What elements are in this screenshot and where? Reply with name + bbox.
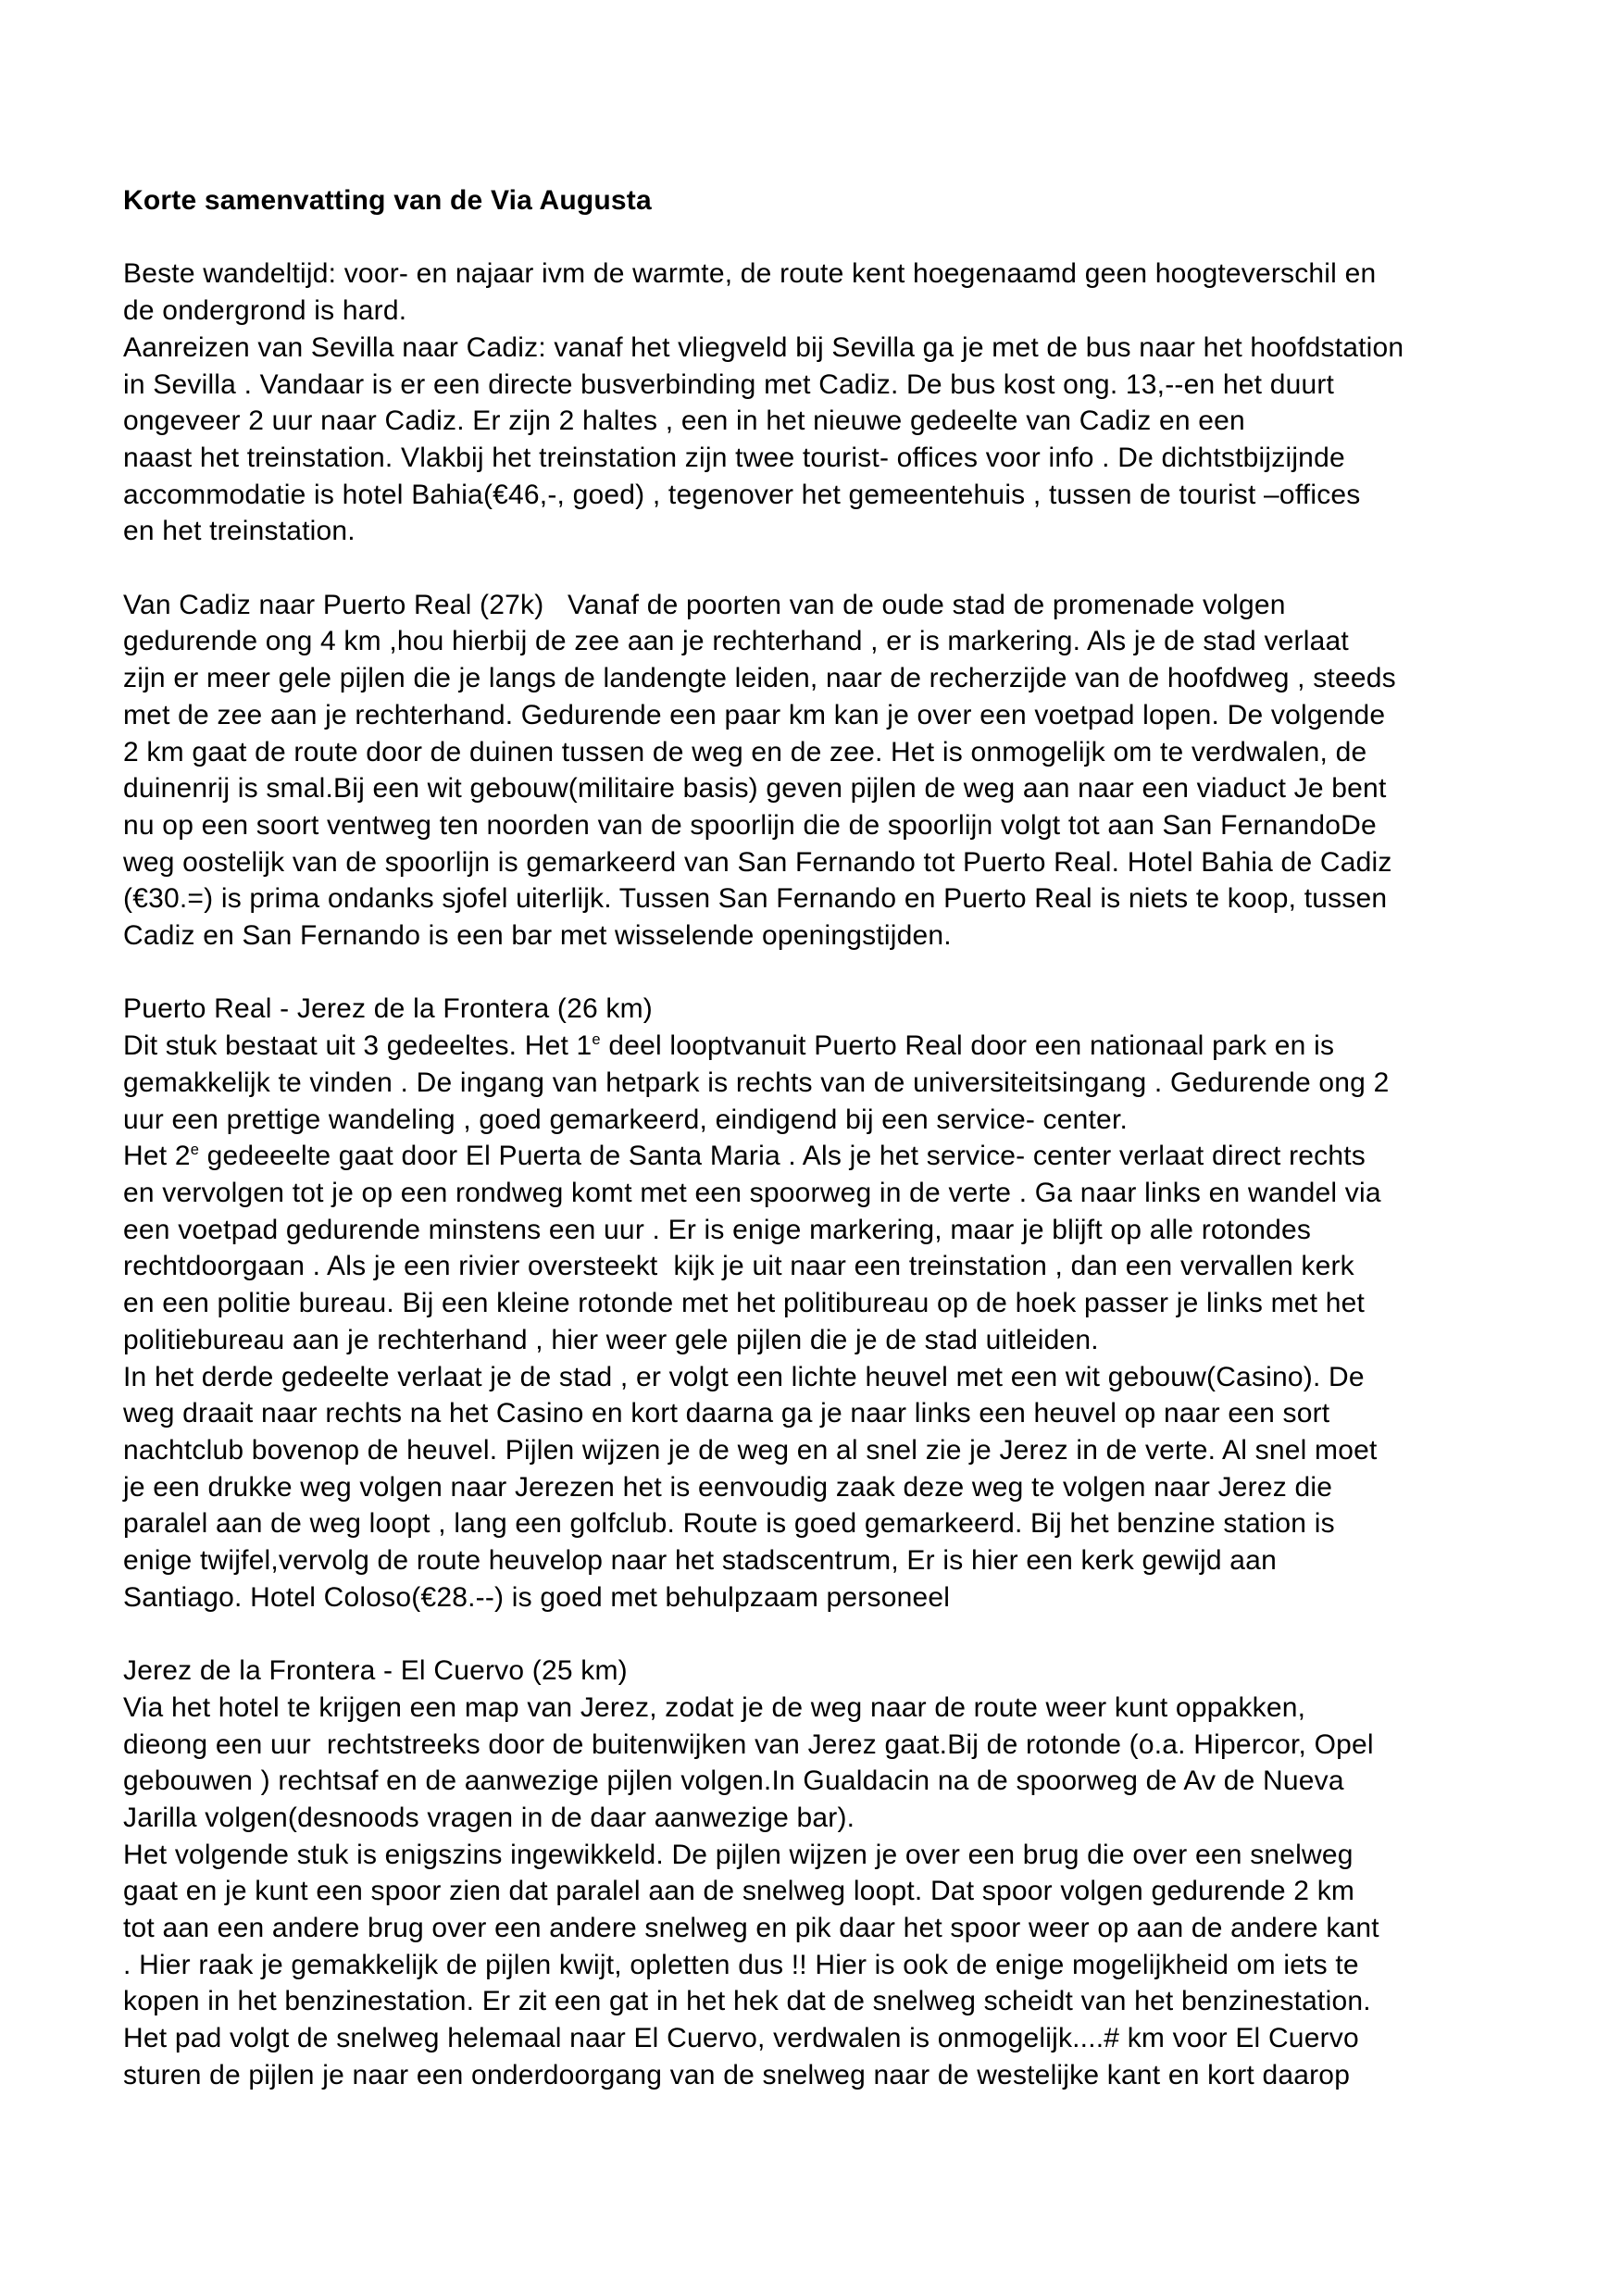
- superscript-text: e: [190, 1142, 200, 1159]
- text-line: enige twijfel,vervolg de route heuvelop naar het stadscentrum, Er is hier een kerk gewijd aan: [123, 1545, 1277, 1577]
- text-line: Via het hotel te krijgen een map van Jerez, zodat je de weg naar de route weer kunt oppakken,: [123, 1691, 1306, 1723]
- text-line: nu op een soort ventweg ten noorden van de spoorlijn die de spoorlijn volgt tot aan San FernandoDe: [123, 809, 1377, 841]
- text-line: Jarilla volgen(desnoods vragen in de daar aanwezige bar).: [123, 1802, 855, 1833]
- text-line: paralel aan de weg loopt , lang een golfclub. Route is goed gemarkeerd. Bij het benzine station is: [123, 1508, 1335, 1540]
- text-line: Het 2e gedeeelte gaat door El Puerta de Santa Maria . Als je het service- center verlaat direct rechts: [123, 1141, 1366, 1172]
- text-line: Het pad volgt de snelweg helemaal naar El Cuervo, verdwalen is onmogelijk....# km voor El Cuervo: [123, 2023, 1359, 2054]
- paragraph: [123, 256, 1511, 550]
- text-line: politiebureau aan je rechterhand , hier weer gele pijlen die je de stad uitleiden.: [123, 1324, 1099, 1355]
- paragraph: [123, 587, 1511, 955]
- text-line: en een politie bureau. Bij een kleine rotonde met het politibureau op de hoek passer je links met het: [123, 1288, 1366, 1319]
- text-line: gaat en je kunt een spoor zien dat paralel aan de snelweg loopt. Dat spoor volgen gedurende 2 km: [123, 1876, 1355, 1907]
- document-content: [123, 182, 1511, 2094]
- text-line: gedurende ong 4 km ,hou hierbij de zee aan je rechterhand , er is markering. Als je de stad verlaat: [123, 626, 1349, 657]
- text-line: duinenrij is smal.Bij een wit gebouw(militaire basis) geven pijlen de weg aan naar een viaduct Je bent: [123, 773, 1387, 805]
- text-line: rechtdoorgaan . Als je een rivier oversteekt kijk je uit naar een treinstation , dan een vervallen kerk: [123, 1251, 1354, 1282]
- text-line: dieong een uur rechtstreeks door de buitenwijken van Jerez gaat.Bij de rotonde (o.a. Hipercor, Opel: [123, 1728, 1374, 1760]
- text-line: en vervolgen tot je op een rondweg komt met een spoorweg in de verte . Ga naar links en wandel via: [123, 1177, 1381, 1208]
- text-line: naast het treinstation. Vlakbij het treinstation zijn twee tourist- offices voor info . De dichtstbijzijnde: [123, 442, 1345, 473]
- text-line: ongeveer 2 uur naar Cadiz. Er zijn 2 haltes , een in het nieuwe gedeelte van Cadiz en een: [123, 406, 1245, 437]
- paragraph: [123, 1653, 1511, 2093]
- text-line: tot aan een andere brug over een andere snelweg en pik daar het spoor weer op aan de andere kant: [123, 1913, 1379, 1944]
- text-line: de ondergrond is hard.: [123, 295, 407, 327]
- blank-line: [123, 550, 1511, 587]
- text-line: gemakkelijk te vinden . De ingang van hetpark is rechts van de universiteitsingang . Gedurende ong 2: [123, 1067, 1390, 1098]
- document-heading: [123, 182, 1511, 219]
- text-line: met de zee aan je rechterhand. Gedurende een paar km kan je over een voetpad lopen. De volgende: [123, 699, 1386, 730]
- text-line: Van Cadiz naar Puerto Real (27k) Vanaf de poorten van de oude stad de promenade volgen: [123, 589, 1286, 620]
- text-line: [123, 955, 1511, 992]
- blank-line: [123, 955, 1511, 992]
- text-line: kopen in het benzinestation. Er zit een gat in het hek dat de snelweg scheidt van het benzinestation.: [123, 1986, 1371, 2017]
- blank-line: [123, 1616, 1511, 1653]
- text-line: een voetpad gedurende minstens een uur . Er is enige markering, maar je blijft op alle rotondes: [123, 1214, 1312, 1245]
- text-line: Jerez de la Frontera - El Cuervo (25 km): [123, 1655, 628, 1687]
- text-line: sturen de pijlen je naar een onderdoorgang van de snelweg naar de westelijke kant en kort daarop: [123, 2059, 1351, 2090]
- text-line: [123, 1616, 1511, 1653]
- blank-line: [123, 219, 1511, 256]
- text-line: In het derde gedeelte verlaat je de stad , er volgt een lichte heuvel met een wit gebouw(Casino). De: [123, 1361, 1365, 1392]
- text-line: je een drukke weg volgen naar Jerezen het is eenvoudig zaak deze weg te volgen naar Jerez die: [123, 1471, 1333, 1503]
- text-line: gebouwen ) rechtsaf en de aanwezige pijlen volgen.In Gualdacin na de spoorweg de Av de Nueva: [123, 1766, 1344, 1797]
- text-line: en het treinstation.: [123, 516, 356, 547]
- text-line: [123, 219, 1511, 256]
- text-line: [123, 550, 1511, 587]
- text-line: weg oostelijk van de spoorlijn is gemarkeerd van San Fernando tot Puerto Real. Hotel Bahia de Cadiz: [123, 846, 1392, 878]
- text-line: Aanreizen van Sevilla naar Cadiz: vanaf het vliegveld bij Sevilla ga je met de bus naar het hoofdstation: [123, 331, 1404, 363]
- text-line: Korte samenvatting van de Via Augusta: [123, 185, 652, 216]
- text-line: Het volgende stuk is enigszins ingewikkeld. De pijlen wijzen je over een brug die over een snelweg: [123, 1839, 1354, 1870]
- text-line: accommodatie is hotel Bahia(€46,-, goed) , tegenover het gemeentehuis , tussen de tourist –offices: [123, 479, 1361, 510]
- text-line: . Hier raak je gemakkelijk de pijlen kwijt, opletten dus !! Hier is ook de enige mogelijkheid om iets te: [123, 1949, 1359, 1980]
- text-line: (€30.=) is prima ondanks sjofel uiterlijk. Tussen San Fernando en Puerto Real is niets te koop, tussen: [123, 883, 1388, 915]
- text-line: zijn er meer gele pijlen die je langs de landengte leiden, naar de recherzijde van de hoofdweg , steeds: [123, 663, 1396, 694]
- text-line: in Sevilla . Vandaar is er een directe busverbinding met Cadiz. De bus kost ong. 13,--en het duurt: [123, 368, 1335, 400]
- text-line: 2 km gaat de route door de duinen tussen de weg en de zee. Het is onmogelijk om te verdwalen, de: [123, 736, 1367, 767]
- text-line: Dit stuk bestaat uit 3 gedeeltes. Het 1e deel looptvanuit Puerto Real door een nationaal park en is: [123, 1030, 1335, 1062]
- text-line: Cadiz en San Fernando is een bar met wisselende openingstijden.: [123, 920, 952, 952]
- superscript-text: e: [592, 1031, 601, 1049]
- text-line: nachtclub bovenop de heuvel. Pijlen wijzen je de weg en al snel zie je Jerez in de verte. Al snel moet: [123, 1434, 1378, 1466]
- text-line: Beste wandeltijd: voor- en najaar ivm de warmte, de route kent hoegenaamd geen hoogteverschil en: [123, 258, 1377, 290]
- text-line: Puerto Real - Jerez de la Frontera (26 km): [123, 993, 653, 1025]
- text-line: weg draait naar rechts na het Casino en kort daarna ga je naar links een heuvel op naar een sort: [123, 1398, 1330, 1429]
- paragraph: [123, 991, 1511, 1616]
- text-line: uur een prettige wandeling , goed gemarkeerd, eindigend bij een service- center.: [123, 1104, 1129, 1135]
- text-line: Santiago. Hotel Coloso(€28.--) is goed met behulpzaam personeel: [123, 1581, 951, 1613]
